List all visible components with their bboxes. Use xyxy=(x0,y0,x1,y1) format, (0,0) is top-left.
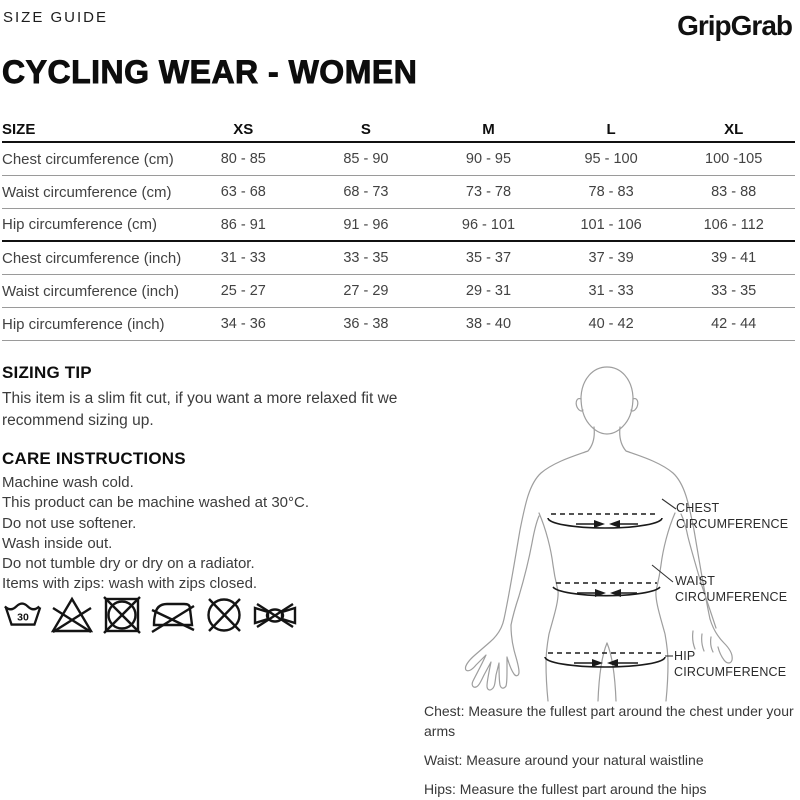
care-line: Wash inside out. xyxy=(2,534,113,552)
sizing-tip-heading: SIZING TIP xyxy=(2,363,92,382)
cell: 90 - 95 xyxy=(465,151,512,167)
do-not-bleach-icon xyxy=(49,592,95,638)
size-table xyxy=(2,118,795,341)
cell: 31 - 33 xyxy=(220,250,266,266)
page-eyebrow: SIZE GUIDE xyxy=(3,9,109,26)
hip-circumference-label: HIP CIRCUMFERENCE xyxy=(674,649,787,679)
cell: 106 - 112 xyxy=(703,216,764,233)
cell: 83 - 88 xyxy=(711,184,757,200)
measurement-notes xyxy=(424,701,800,800)
care-instructions-heading: CARE INSTRUCTIONS xyxy=(2,449,186,468)
cell: 42 - 44 xyxy=(711,316,757,332)
care-line: Machine wash cold. xyxy=(2,474,134,491)
cell: 36 - 38 xyxy=(343,316,389,332)
cell: 27 - 29 xyxy=(343,283,389,299)
wash-30-icon xyxy=(2,592,44,638)
care-line: Items with zips: wash with zips closed. xyxy=(2,575,258,593)
row-label: Hip circumference (inch) xyxy=(2,315,165,333)
column-header-s: S xyxy=(360,121,371,138)
waist-tape xyxy=(553,583,660,597)
cell: 95 - 100 xyxy=(584,151,638,167)
column-header-m: M xyxy=(482,121,495,138)
row-label: Waist circumference (inch) xyxy=(2,282,179,300)
table-row-chest-cm xyxy=(2,143,795,176)
size-table-header xyxy=(2,118,795,143)
sizing-tip-text: This item is a slim fit cut, if you want a more relaxed fit we recommend sizing up. xyxy=(2,390,398,429)
table-row-waist-cm xyxy=(2,176,795,209)
care-line: Do not use softener. xyxy=(2,514,137,532)
cell: 80 - 85 xyxy=(220,151,266,167)
cell: 33 - 35 xyxy=(343,250,389,266)
cell: 25 - 27 xyxy=(220,283,266,299)
cell: 37 - 39 xyxy=(588,250,634,266)
do-not-wring-icon xyxy=(251,592,299,638)
gripgrab-logo: GripGrab xyxy=(677,10,792,41)
cell: 78 - 83 xyxy=(588,184,634,200)
do-not-dry-clean-icon xyxy=(202,592,246,638)
column-header-l: L xyxy=(606,121,616,138)
row-label: Chest circumference (cm) xyxy=(2,150,174,168)
cell: 63 - 68 xyxy=(220,184,266,200)
table-row-chest-inch xyxy=(2,242,795,275)
column-header-xl: XL xyxy=(724,121,744,138)
row-label: Hip circumference (cm) xyxy=(2,216,158,233)
chest-circumference-label: CHEST CIRCUMFERENCE xyxy=(676,501,789,531)
do-not-iron-icon xyxy=(149,592,197,638)
chest-tape xyxy=(548,514,662,528)
cell: 68 - 73 xyxy=(343,184,389,200)
care-line: Do not tumble dry or dry on a radiator. xyxy=(2,555,255,573)
care-line: This product can be machine washed at 30°C. xyxy=(2,494,310,512)
cell: 33 - 35 xyxy=(711,283,757,299)
cell: 31 - 33 xyxy=(588,283,634,299)
care-symbols-row xyxy=(2,592,299,638)
cell: 91 - 96 xyxy=(343,216,389,233)
svg-text:30: 30 xyxy=(17,611,29,624)
cell: 86 - 91 xyxy=(220,216,266,233)
column-header-xs: XS xyxy=(233,121,254,138)
table-row-hip-cm xyxy=(2,209,795,242)
page-title: CYCLING WEAR - WOMEN xyxy=(2,54,418,90)
care-instructions-list xyxy=(2,473,442,595)
table-row-hip-inch xyxy=(2,308,795,341)
table-row-waist-inch xyxy=(2,275,795,308)
do-not-tumble-dry-icon xyxy=(100,592,144,638)
cell: 39 - 41 xyxy=(711,250,757,266)
row-label: Chest circumference (inch) xyxy=(2,249,182,267)
hips-note: Hips: Measure the fullest part around the hips xyxy=(424,781,707,797)
cell: 101 - 106 xyxy=(580,216,642,233)
cell: 40 - 42 xyxy=(588,316,634,332)
waist-circumference-label: WAIST CIRCUMFERENCE xyxy=(675,574,788,604)
cell: 29 - 31 xyxy=(465,283,512,299)
hip-tape xyxy=(545,653,665,667)
waist-note: Waist: Measure around your natural waistline xyxy=(424,752,704,768)
cell: 34 - 36 xyxy=(220,316,266,332)
cell: 38 - 40 xyxy=(465,316,512,332)
column-header-size: SIZE xyxy=(2,121,36,138)
cell: 35 - 37 xyxy=(465,250,512,266)
cell: 85 - 90 xyxy=(343,151,389,167)
cell: 100 -105 xyxy=(705,151,763,167)
row-label: Waist circumference (cm) xyxy=(2,183,172,201)
cell: 73 - 78 xyxy=(465,184,512,200)
chest-note: Chest: Measure the fullest part around the chest under your arms xyxy=(424,703,794,739)
cell: 96 - 101 xyxy=(461,216,516,233)
